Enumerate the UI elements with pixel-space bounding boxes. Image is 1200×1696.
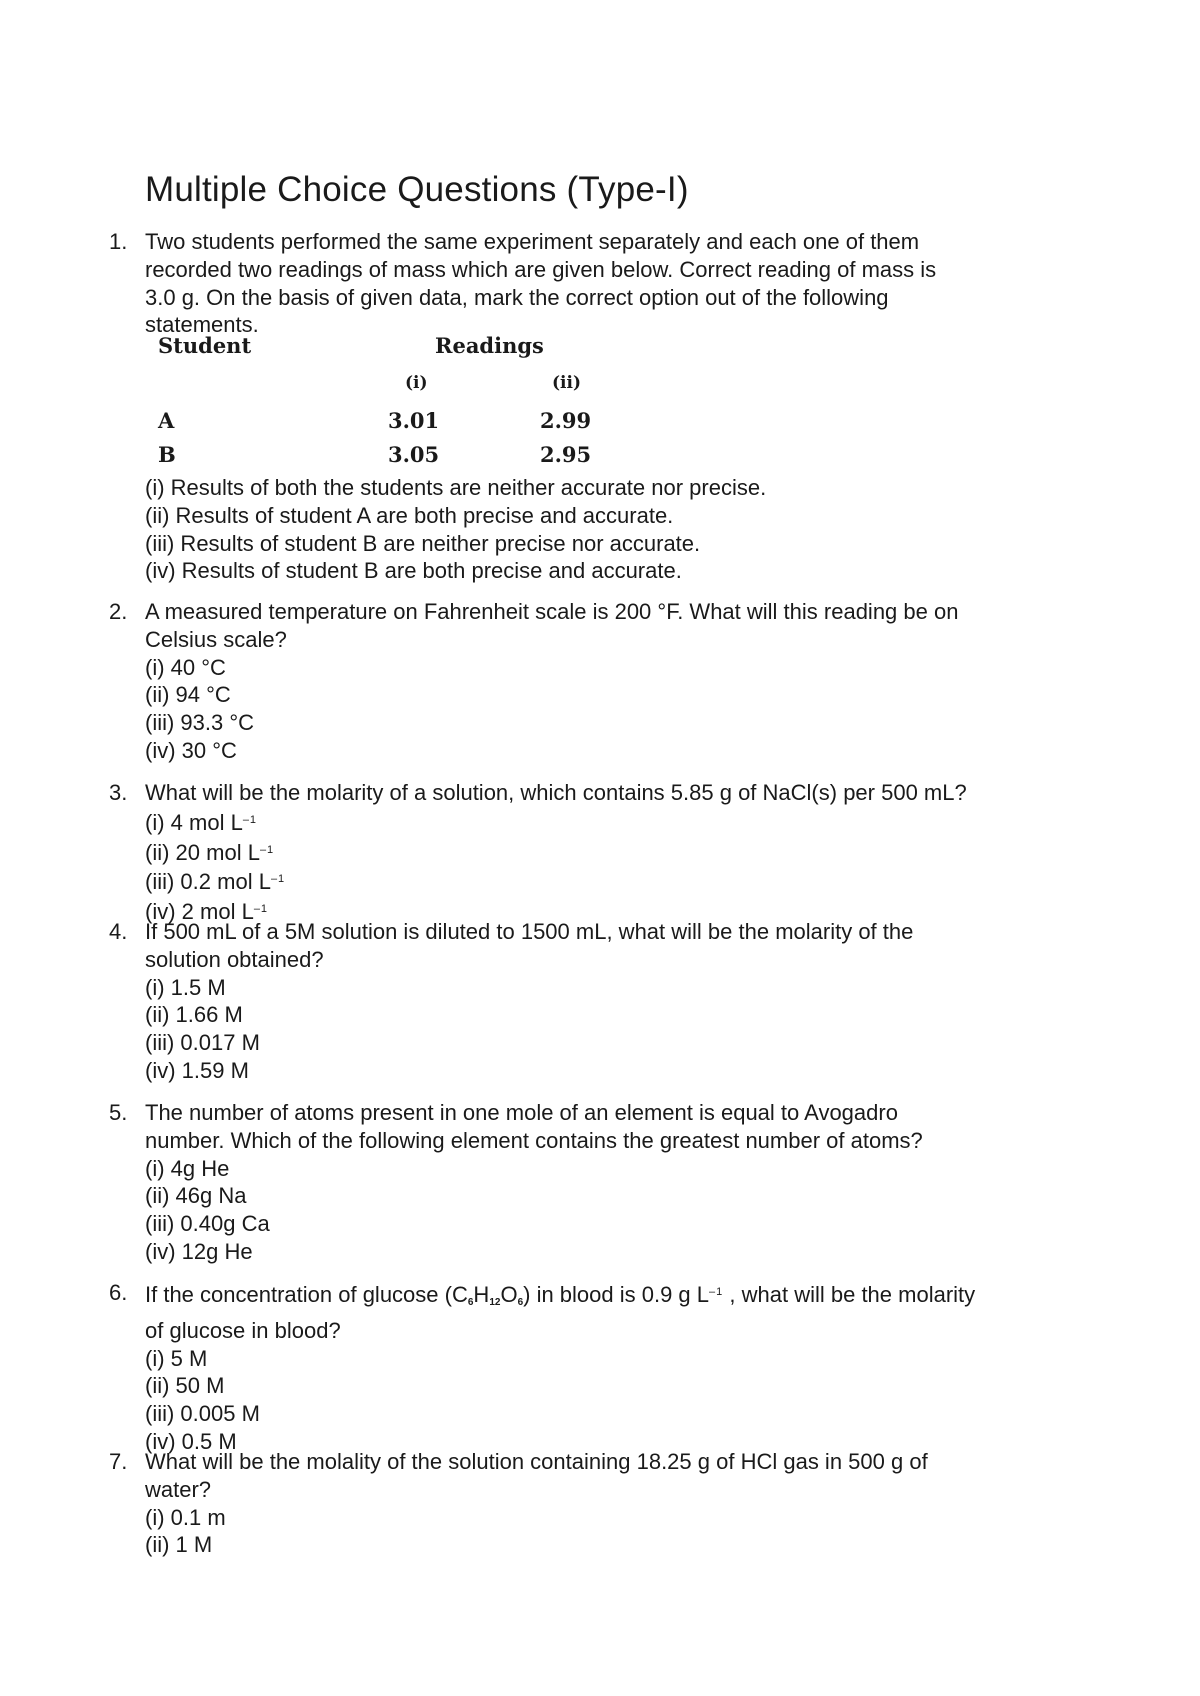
option: (i) 5 M — [145, 1345, 208, 1371]
question-text-line: The number of atoms present in one mole of an element is equal to Avogadro — [145, 1100, 898, 1125]
unit: mol L — [206, 839, 260, 865]
unit: mol L — [189, 809, 243, 835]
question-7 — [109, 1448, 1085, 1559]
option: (i) Results of both the students are neither accurate nor precise. — [145, 475, 767, 500]
option: (ii) 94 °C — [145, 682, 231, 708]
question-text-line: statements. — [145, 312, 259, 338]
question-3 — [109, 779, 1085, 926]
option — [145, 807, 1085, 837]
question-1-options — [145, 474, 1085, 585]
question-text-line — [145, 1279, 1085, 1317]
question-number: 1. — [109, 229, 128, 254]
question-text-line: A measured temperature on Fahrenheit scale is 200 °F. What will this reading be on — [145, 599, 959, 624]
question-number: 3. — [109, 780, 128, 805]
superscript: –1 — [709, 1286, 724, 1298]
subscript: 12 — [489, 1297, 501, 1308]
question-number: 2. — [109, 599, 128, 624]
option: (ii) 46g Na — [145, 1183, 247, 1209]
question-text-line: Two students performed the same experiment separately and each one of them — [145, 229, 920, 254]
option: (ii) 50 M — [145, 1373, 225, 1399]
option: (iii) 0.40g Ca — [145, 1211, 270, 1237]
subscript: 6 — [517, 1297, 524, 1308]
option — [145, 837, 1085, 867]
option — [145, 866, 1085, 896]
question-4 — [109, 918, 1085, 1085]
option: (i) 1.5 M — [145, 974, 226, 1000]
option: (iii) 93.3 °C — [145, 710, 255, 736]
question-number: 4. — [109, 919, 128, 944]
question-number: 7. — [109, 1449, 128, 1474]
option: (iv) 0.5 M — [145, 1428, 237, 1454]
option: (i) 4g He — [145, 1155, 230, 1181]
option-label: (ii) 20 — [145, 839, 201, 865]
table-cell-reading-ii: 2.99 — [540, 408, 592, 433]
option: (iii) Results of student B are neither precise nor accurate. — [145, 530, 701, 556]
text-fragment: H — [473, 1282, 490, 1307]
question-text-line: 3.0 g. On the basis of given data, mark the correct option out of the following — [145, 284, 889, 310]
question-text-line: number. Which of the following element contains the greatest number of atoms? — [145, 1127, 923, 1153]
question-number: 6. — [109, 1280, 128, 1305]
table-header-readings: Readings — [435, 333, 544, 358]
option-label: (i) 4 — [145, 809, 183, 835]
text-fragment: O — [500, 1282, 518, 1307]
question-1 — [109, 228, 1085, 339]
question-text-line: If 500 mL of a 5M solution is diluted to 1500 mL, what will be the molarity of the — [145, 919, 914, 944]
unit: mol L — [200, 899, 254, 925]
option: (iv) 30 °C — [145, 737, 237, 763]
question-6 — [109, 1279, 1085, 1456]
option: (i) 0.1 m — [145, 1504, 226, 1530]
unit: mol L — [217, 869, 271, 895]
unit-superscript: –1 — [270, 873, 286, 886]
readings-table — [145, 333, 625, 471]
question-5 — [109, 1099, 1085, 1266]
question-text-line: recorded two readings of mass which are given below. Correct reading of mass is — [145, 256, 937, 282]
table-col-ii: (ii) — [552, 373, 582, 393]
unit-superscript: –1 — [259, 843, 275, 856]
question-text-line: Celsius scale? — [145, 626, 287, 652]
option: (iv) 12g He — [145, 1238, 253, 1264]
table-cell-reading-ii: 2.95 — [540, 442, 592, 467]
option: (iii) 0.005 M — [145, 1401, 260, 1427]
text-fragment: , what will be the molarity — [723, 1282, 976, 1307]
table-cell-student: A — [158, 408, 175, 433]
option: (i) 40 °C — [145, 654, 226, 680]
table-header-student: Student — [158, 333, 252, 358]
question-number: 5. — [109, 1100, 128, 1125]
option-label: (iv) 2 — [145, 899, 194, 925]
option: (ii) Results of student A are both precise and accurate. — [145, 502, 674, 528]
text-fragment: ) in blood is 0.9 g L — [523, 1282, 710, 1307]
question-text-line: What will be the molality of the solution containing 18.25 g of HCl gas in 500 g of — [145, 1449, 928, 1474]
table-cell-reading-i: 3.05 — [388, 442, 440, 467]
table-cell-student: B — [158, 442, 176, 467]
unit-superscript: –1 — [253, 903, 269, 916]
option: (ii) 1.66 M — [145, 1002, 243, 1028]
option: (iii) 0.017 M — [145, 1030, 260, 1056]
unit-superscript: –1 — [242, 813, 258, 826]
option: (ii) 1 M — [145, 1532, 213, 1558]
subscript: 6 — [467, 1297, 474, 1308]
option: (iv) 1.59 M — [145, 1057, 249, 1083]
page-title: Multiple Choice Questions (Type-I) — [145, 170, 689, 209]
question-text-line: solution obtained? — [145, 946, 324, 972]
table-cell-reading-i: 3.01 — [388, 408, 440, 433]
question-text-line: water? — [145, 1476, 212, 1502]
table-col-i: (i) — [405, 373, 428, 393]
option: (iv) Results of student B are both precise and accurate. — [145, 558, 682, 584]
question-text-line: What will be the molarity of a solution, which contains 5.85 g of NaCl(s) per 500 mL? — [145, 780, 967, 805]
text-fragment: If the concentration of glucose (C — [145, 1282, 468, 1307]
option-label: (iii) 0.2 — [145, 869, 212, 895]
question-text-line: of glucose in blood? — [145, 1317, 341, 1343]
question-2 — [109, 598, 1085, 765]
